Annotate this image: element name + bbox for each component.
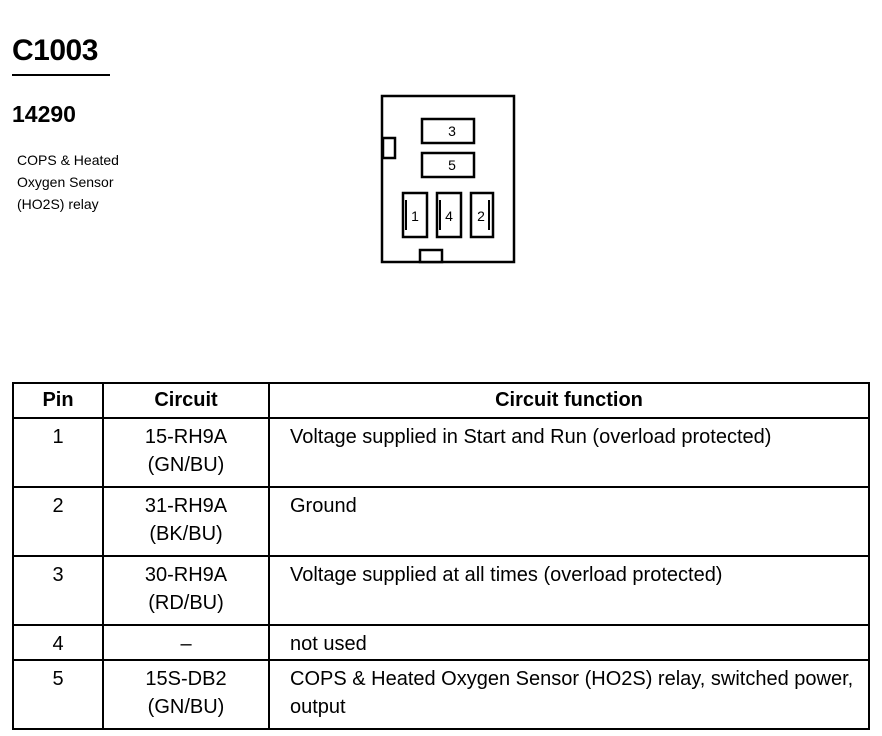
table-row <box>13 625 869 660</box>
table-row <box>13 487 869 556</box>
header-circuit-function: Circuit function <box>269 383 869 418</box>
circuit-cell <box>103 487 269 556</box>
pin-out-table <box>12 382 870 730</box>
table-row <box>13 418 869 487</box>
connector-face-diagram <box>0 0 882 300</box>
pin-cell: 2 <box>13 487 103 556</box>
header-pin: Pin <box>13 383 103 418</box>
component-description: COPS & Heated Oxygen Sensor (HO2S) relay <box>17 152 119 212</box>
wire-color: (GN/BU) <box>147 696 225 718</box>
cavity-5-label: 5 <box>448 157 456 173</box>
circuit-cell <box>103 660 269 729</box>
function-cell: COPS & Heated Oxygen Sensor (HO2S) relay, switched power, output <box>269 660 869 729</box>
circuit-number: 15-RH9A <box>144 426 228 448</box>
cavity-2-label: 2 <box>477 208 485 224</box>
table-header-row <box>13 383 869 418</box>
wire-color: (RD/BU) <box>148 592 224 614</box>
function-cell: not used <box>269 625 869 660</box>
cavity-4-label: 4 <box>445 208 453 224</box>
pin-cell: 5 <box>13 660 103 729</box>
function-cell: Voltage supplied in Start and Run (overload protected) <box>269 418 869 487</box>
function-cell: Ground <box>269 487 869 556</box>
header-circuit: Circuit <box>103 383 269 418</box>
cavity-1-label: 1 <box>411 208 419 224</box>
wire-color: (GN/BU) <box>147 454 225 476</box>
circuit-number: 31-RH9A <box>144 495 228 517</box>
cavity-3-label: 3 <box>448 123 456 139</box>
pin-cell: 3 <box>13 556 103 625</box>
connector-key <box>420 250 442 262</box>
pin-cell: 4 <box>13 625 103 660</box>
connector-id-title: C1003 <box>12 34 98 67</box>
function-cell: Voltage supplied at all times (overload protected) <box>269 556 869 625</box>
wire-color: (BK/BU) <box>149 523 223 545</box>
circuit-number: 15S-DB2 <box>145 668 227 690</box>
circuit-cell <box>103 556 269 625</box>
table-row <box>13 660 869 729</box>
pin-cell: 1 <box>13 418 103 487</box>
circuit-cell <box>103 418 269 487</box>
circuit-cell <box>103 625 269 660</box>
part-number: 14290 <box>12 101 76 127</box>
table-row <box>13 556 869 625</box>
circuit-number: – <box>180 633 192 655</box>
connector-latch <box>383 138 395 158</box>
circuit-number: 30-RH9A <box>144 564 228 586</box>
